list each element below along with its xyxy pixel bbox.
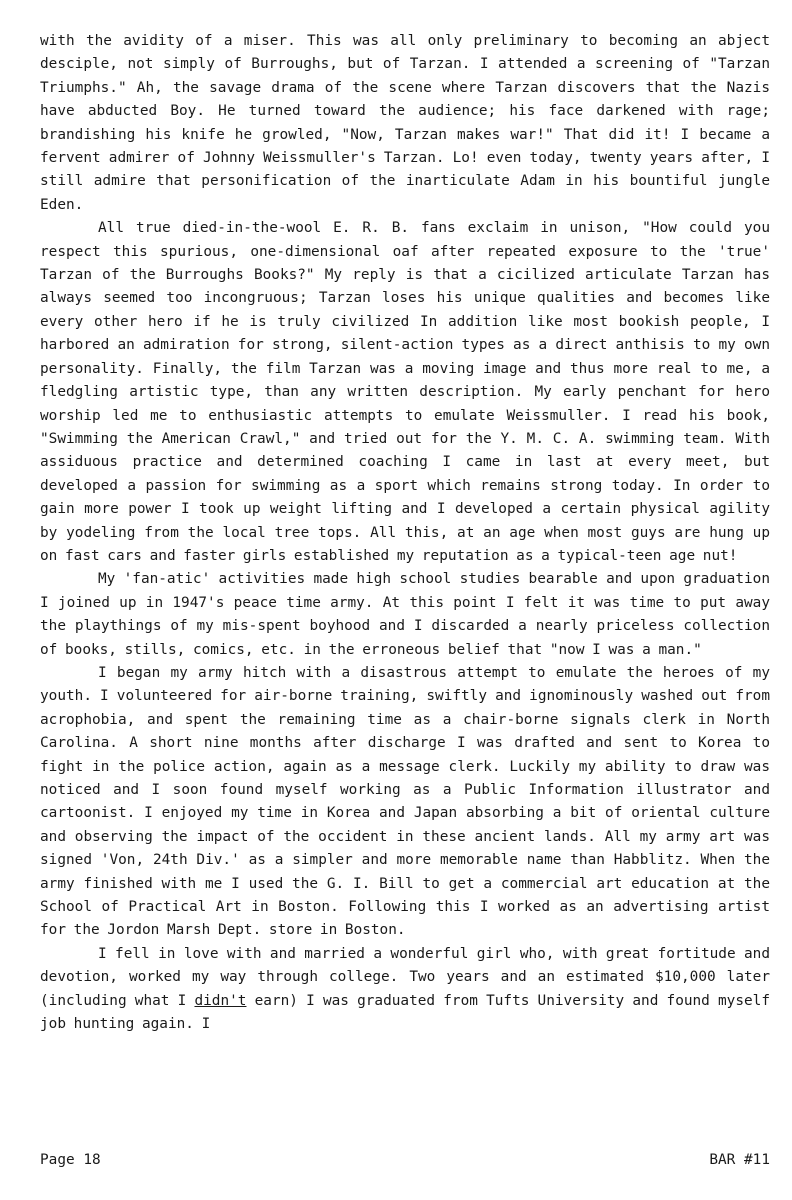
paragraph-1: with the avidity of a miser. This was all only preliminary to becoming an abject desciple, not simply of Burroughs, but of Tarzan. I attended a screening of "Tarzan Triumphs." Ah, the savage drama of the scene where Tarzan discovers that the Nazis have abducted Boy. He turned toward the audience; his face darkened with rage; brandishing his knife he growled, "Now, Tarzan makes war!" That did it! I became a fervent admirer of Johnny Weissmuller's Tarzan. Lo! even today, twenty years after, I still admire that personification of the inarticulate Adam in his bountiful jungle Eden. <box>40 33 770 213</box>
paragraph-5 <box>40 943 770 1037</box>
page-number: Page 18 <box>40 1152 101 1168</box>
page-footer <box>40 1152 770 1176</box>
paragraph-4: I began my army hitch with a disastrous attempt to emulate the heroes of my youth. I volunteered for air-borne training, swiftly and ignominously washed out from acrophobia, and spent the remaining time as a chair-borne signals clerk in North Carolina. A short nine months after discharge I was drafted and sent to Korea to fight in the police action, again as a message clerk. Luckily my ability to draw was noticed and I soon found myself working as a Public Information illustrator and cartoonist. I enjoyed my time in Korea and Japan absorbing a bit of oriental culture and observing the impact of the occident in these ancient lands. All my army art was signed 'Von, 24th Div.' as a simpler and more memorable name than Habblitz. When the army finished with me I used the G. I. Bill to get a commercial art education at the School of Practical Art in Boston. Following this I worked as an advertising artist for the Jordon Marsh Dept. store in Boston. <box>40 664 770 939</box>
underlined-word: didn't <box>194 992 247 1009</box>
issue-label: BAR #11 <box>709 1152 770 1168</box>
paragraph-5-text-a: I fell in love with and married a wonderful girl who, with great fortitude and devotion, worked my way through college. Two years and an estimated $10,000 later (including what I <box>40 945 770 1009</box>
page-body <box>40 30 770 1170</box>
paragraph-3: My 'fan-atic' activities made high school studies bearable and upon graduation I joined up in 1947's peace time army. At this point I felt it was time to put away the playthings of my mis-spent boyhood and I discarded a nearly priceless collection of books, stills, comics, etc. in the erroneous belief that "now I was a man." <box>40 571 770 658</box>
paragraph-5-text-b: earn) I was graduated from Tufts University and found myself job hunting again. I <box>40 992 770 1033</box>
paragraph-2: All true died-in-the-wool E. R. B. fans exclaim in unison, "How could you respect this spurious, one-dimensional oaf after repeated exposure to the 'true' Tarzan of the Burroughs Books?" My reply is that a cicilized articulate Tarzan has always seemed too incongruous; Tarzan loses his unique qualities and becomes like every other hero if he is truly civilized In addition like most bookish people, I harbored an admiration for strong, silent-action types as a direct anthisis to my own personality. Finally, the film Tarzan was a moving image and thus more real to me, a fledgling artistic type, than any written description. My early penchant for hero worship led me to enthusiastic attempts to emulate Weissmuller. I read his book, "Swimming the American Crawl," and tried out for the Y. M. C. A. swimming team. With assiduous practice and determined coaching I came in last at every meet, but developed a passion for swimming as a sport which remains strong today. In order to gain more power I took up weight lifting and I developed a certain physical agility by yodeling from the local tree tops. All this, at an age when most guys are hung up on fast cars and faster girls established my reputation as a typical-teen age nut! <box>40 220 770 564</box>
